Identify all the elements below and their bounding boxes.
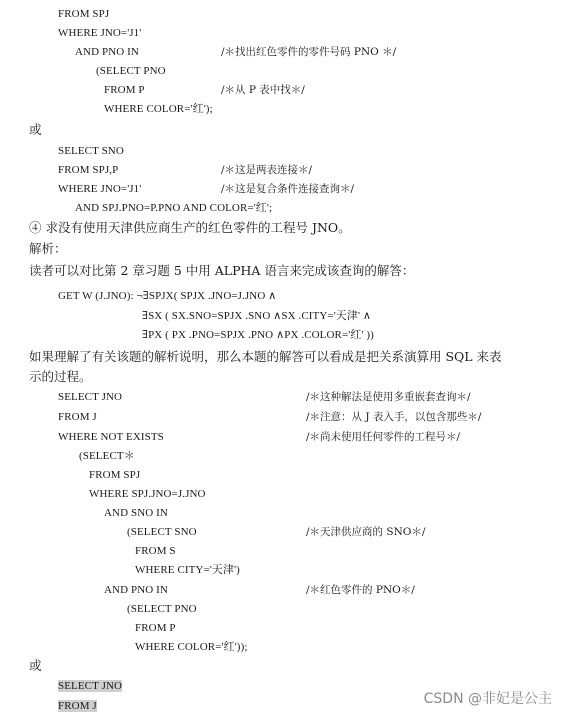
code-line: SELECT JNO (58, 391, 123, 403)
code-line: (SELECT SNO (127, 526, 197, 538)
code-line: (SELECT PNO (127, 603, 197, 615)
code-line: AND SPJ.PNO=P.PNO AND COLOR='红'; (75, 202, 273, 214)
highlighted-text: SELECT JNO (58, 680, 123, 692)
paragraph-line: 如果理解了有关该题的解析说明，那么本题的解答可以看成是把关系演算用 SQL 来表 (29, 349, 502, 364)
code-line: WHERE JNO='J1' (58, 183, 142, 195)
code-comment: /＊注意：从 J 表入手，以包含那些＊/ (306, 411, 482, 423)
code-line: AND SNO IN (104, 507, 168, 519)
code-line: SELECT SNO (58, 145, 124, 157)
or-separator: 或 (29, 122, 42, 137)
or-separator: 或 (29, 658, 42, 673)
code-comment: /＊这种解法是使用多重嵌套查询＊/ (306, 391, 471, 403)
code-line: WHERE CITY='天津') (135, 564, 240, 576)
code-line: FROM P (135, 622, 176, 634)
code-line: FROM SPJ (89, 469, 141, 481)
code-line-highlighted (58, 681, 122, 692)
code-comment: /＊找出红色零件的零件号码 PNO ＊/ (221, 46, 397, 58)
code-line: WHERE SPJ.JNO=J.JNO (89, 488, 206, 500)
code-line: FROM J (58, 411, 97, 423)
alpha-line: GET W (J.JNO): ¬∃SPJX( SPJX .JNO=J.JNO ∧ (58, 290, 277, 302)
code-comment: /＊从 P 表中找＊/ (221, 84, 305, 96)
code-line: WHERE COLOR='红')); (135, 641, 248, 653)
code-line: WHERE NOT EXISTS (58, 431, 164, 443)
code-line: FROM SPJ (58, 8, 110, 20)
highlighted-text: FROM J (58, 700, 97, 712)
code-line: AND PNO IN (75, 46, 139, 58)
analysis-label: 解析： (29, 241, 67, 256)
analysis-text: 读者可以对比第 2 章习题 5 中用 ALPHA 语言来完成该查询的解答： (29, 263, 415, 278)
code-comment: /＊红色零件的 PNO＊/ (306, 584, 415, 596)
code-line: AND PNO IN (104, 584, 168, 596)
code-comment: /＊尚未使用任何零件的工程号＊/ (306, 431, 461, 443)
watermark: CSDN @非妃是公主 (423, 691, 552, 707)
code-line-highlighted (58, 701, 97, 712)
code-line: (SELECT＊ (79, 450, 135, 462)
code-comment: /＊天津供应商的 SNO＊/ (306, 526, 426, 538)
paragraph-line: 示的过程。 (29, 369, 92, 384)
alpha-line: ∃SX ( SX.SNO=SPJX .SNO ∧SX .CITY='天津' ∧ (142, 310, 372, 322)
code-line: WHERE COLOR='红'); (104, 103, 213, 115)
code-line: (SELECT PNO (96, 65, 166, 77)
alpha-line: ∃PX ( PX .PNO=SPJX .PNO ∧PX .COLOR='红' )) (142, 329, 374, 341)
code-line: FROM SPJ,P (58, 164, 119, 176)
code-line: WHERE JNO='J1' (58, 27, 142, 39)
question-heading: ④ 求没有使用天津供应商生产的红色零件的工程号 JNO。 (29, 220, 351, 235)
code-line: FROM S (135, 545, 176, 557)
code-comment: /＊这是两表连接＊/ (221, 164, 313, 176)
code-line: FROM P (104, 84, 145, 96)
code-comment: /＊这是复合条件连接查询＊/ (221, 183, 355, 195)
